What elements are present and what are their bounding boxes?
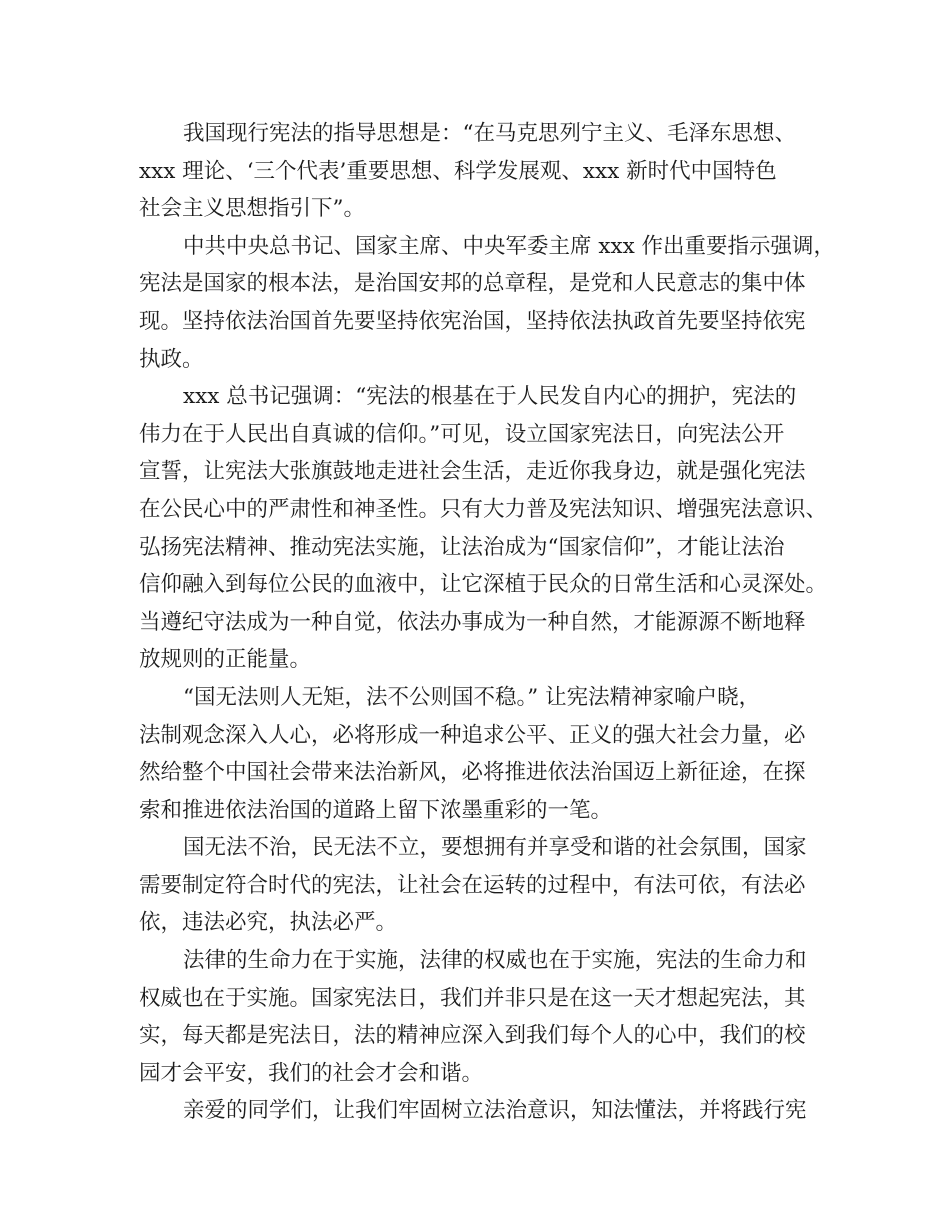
paragraph-6	[139, 942, 839, 1092]
paragraph-1	[139, 115, 839, 228]
text-line: 社会主义思想指引下”。	[139, 196, 365, 222]
text-line: 索和推进依法治国的道路上留下浓墨重彩的一笔。	[139, 797, 613, 823]
text-line: 国无法不治，民无法不立，要想拥有并享受和谐的社会氛围，国家	[183, 835, 807, 861]
text-line: 亲爱的同学们，让我们牢固树立法治意识，知法懂法，并将践行宪	[183, 1098, 807, 1124]
text-line: 权威也在于实施。国家宪法日，我们并非只是在这一天才想起宪法，其	[139, 985, 806, 1011]
text-line: 依，违法必究，执法必严。	[139, 910, 398, 936]
text-line: 实，每天都是宪法日，法的精神应深入到我们每个人的心中，我们的校	[139, 1023, 806, 1049]
text-line: 法律的生命力在于实施，法律的权威也在于实施，宪法的生命力和	[183, 948, 807, 974]
paragraph-4	[139, 679, 839, 829]
paragraph-5	[139, 829, 839, 942]
text-line: 伟力在于人民出自真诚的信仰。”可见，设立国家宪法日，向宪法公开	[139, 421, 785, 447]
text-line: 宣誓，让宪法大张旗鼓地走进社会生活，走近你我身边，就是强化宪法	[139, 459, 806, 485]
text-line: 放规则的正能量。	[139, 647, 312, 673]
text-line: 现。坚持依法治国首先要坚持依宪治国，坚持依法执政首先要坚持依宪	[139, 308, 806, 334]
text-line: 我国现行宪法的指导思想是：“在马克思列宁主义、毛泽东思想、	[183, 121, 796, 146]
text-line: 然给整个中国社会带来法治新风，必将推进依法治国迈上新征途，在探	[139, 760, 806, 786]
paragraph-3	[139, 378, 839, 679]
text-line: 法制观念深入人心，必将形成一种追求公平、正义的强大社会力量，必	[139, 722, 806, 748]
text-line: 中共中央总书记、国家主席、中央军委主席 xxx 作出重要指示强调，	[183, 233, 836, 259]
text-line: 弘扬宪法精神、推动宪法实施，让法治成为“国家信仰”，才能让法治	[139, 534, 785, 560]
text-line: “国无法则人无矩，法不公则国不稳。” 让宪法精神家喻户晓，	[183, 684, 761, 710]
text-line: 宪法是国家的根本法，是治国安邦的总章程，是党和人民意志的集中体	[139, 271, 806, 297]
text-line: 在公民心中的严肃性和神圣性。只有大力普及宪法知识、增强宪法意识、	[139, 496, 828, 522]
text-line: 当遵纪守法成为一种自觉，依法办事成为一种自然，才能源源不断地释	[139, 609, 806, 635]
text-line: 需要制定符合时代的宪法，让社会在运转的过程中，有法可依，有法必	[139, 872, 806, 898]
text-line: xxx 理论、‘三个代表’重要思想、科学发展观、xxx 新时代中国特色	[139, 158, 777, 184]
paragraph-2	[139, 228, 839, 378]
paragraph-7	[139, 1092, 839, 1130]
text-line: 信仰融入到每位公民的血液中，让它深植于民众的日常生活和心灵深处。	[139, 572, 828, 598]
text-line: xxx 总书记强调：“宪法的根基在于人民发自内心的拥护，宪法的	[183, 384, 797, 410]
text-line: 执政。	[139, 346, 204, 372]
text-line: 园才会平安，我们的社会才会和谐。	[139, 1060, 484, 1086]
document-body	[139, 115, 839, 1130]
